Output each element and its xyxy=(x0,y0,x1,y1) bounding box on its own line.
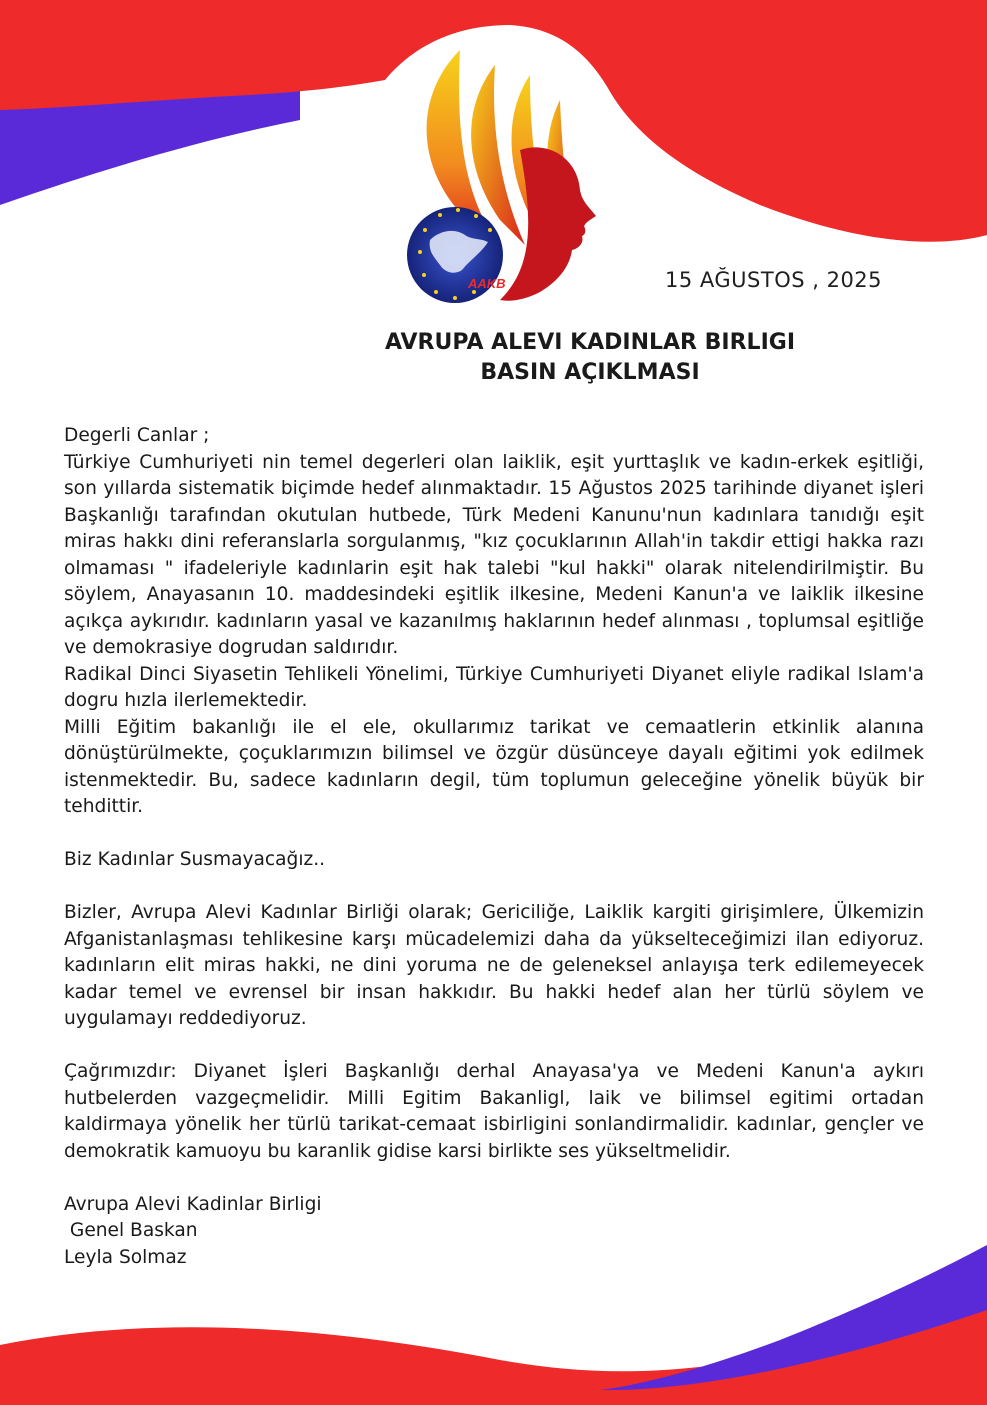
logo-abbreviation: AAKB xyxy=(468,276,506,291)
press-release-body xyxy=(64,423,924,1271)
press-date: 15 AĞUSTOS , 2025 xyxy=(665,268,883,292)
document-title xyxy=(300,328,880,388)
paragraph-1: Türkiye Cumhuriyeti nin temel degerleri olan laiklik, eşit yurttaşlık ve kadın-erkek eşitliği, son yıllarda sistematik biçimde hedef alınmaktadır. 15 Ağustos 2025 tarihinde diyanet işleri Başkanlığı tarafından okutulan hutbede, Türk Medeni Kanunu'nun kadınlara tanıdığı eşit miras hakkı dini referanslarla sorgulanmış, "kız çocuklarının Allah'in takdir ettigi hakka razı olmaması " ifadeleriyle kadınlarin eşit hak talebi "kul hakki" olarak nitelendirilmiştir. Bu söylem, Anayasanın 10. maddesindeki eşitlik ilkesine, Medeni Kanun'a ve laiklik ilkesine açıkça aykırıdır. kadınların yasal ve kazanılmış haklarının hedef alınması , toplumsal eşitliğe ve demokrasiye dogrudan saldırıdır. xyxy=(64,451,924,658)
title-org: AVRUPA ALEVI KADINLAR BIRLIGI xyxy=(384,330,796,355)
signature-block xyxy=(64,1192,924,1272)
greeting: Degerli Canlar ; xyxy=(64,425,210,446)
flame-face-globe-logo xyxy=(400,30,610,315)
signature-org: Avrupa Alevi Kadinlar Birligi xyxy=(64,1193,322,1215)
paragraph-2: Radikal Dinci Siyasetin Tehlikeli Yönelimi, Türkiye Cumhuriyeti Diyanet eliyle radikal Islam'a dogru hızla ilerlemektedir. xyxy=(64,663,924,711)
paragraph-6: Çağrımızdır: Diyanet İşleri Başkanlığı derhal Anayasa'ya ve Medeni Kanun'a aykırı hutbelerden vazgeçmelidir. Milli Egitim Bakanligl, laik ve bilimsel egitimi ortadan kaldirmaya yönelik her türlü tarikat-cemaat isbirligini sonlandirmalidir. kadınlar, gençler ve demokratik kamuoyu bu karanlik gidise karsi birlikte ses yükseltmelidir. xyxy=(64,1061,924,1162)
title-subtitle: BASIN AÇIKLMASI xyxy=(480,360,700,385)
signature-name: Leyla Solmaz xyxy=(64,1246,187,1268)
paragraph-5: Bizler, Avrupa Alevi Kadınlar Birliği olarak; Gericiliğe, Laiklik kargiti girişimlere, Ülkemizin Afganistanlaşması tehlikesine karşı mücadelemizi daha da yükselteceğimizi ilan ediyoruz. kadınların elit miras hakki, ne dini yoruma ne de geleneksel anlayışa terk edilemeyecek kadar temel ve evrensel bir insan hakkıdır. Bu hakki hedef alan her türlü söylem ve uygulamayı reddediyoruz. xyxy=(64,902,924,1029)
paragraph-4: Biz Kadınlar Susmayacağız.. xyxy=(64,849,326,870)
paragraph-3: Milli Eğitim bakanlığı ile el ele, okullarımız tarikat ve cemaatlerin etkinlik alanına dönüştürülmekte, çoçuklarımızın bilimsel ve özgür düsünceye dayalı eğitimi yok edilmek istenmektedir. Bu, sadece kadınların degil, tüm toplumun geleceğine yönelik büyük bir tehdittir. xyxy=(64,716,924,817)
signature-role: Genel Baskan xyxy=(64,1220,198,1241)
